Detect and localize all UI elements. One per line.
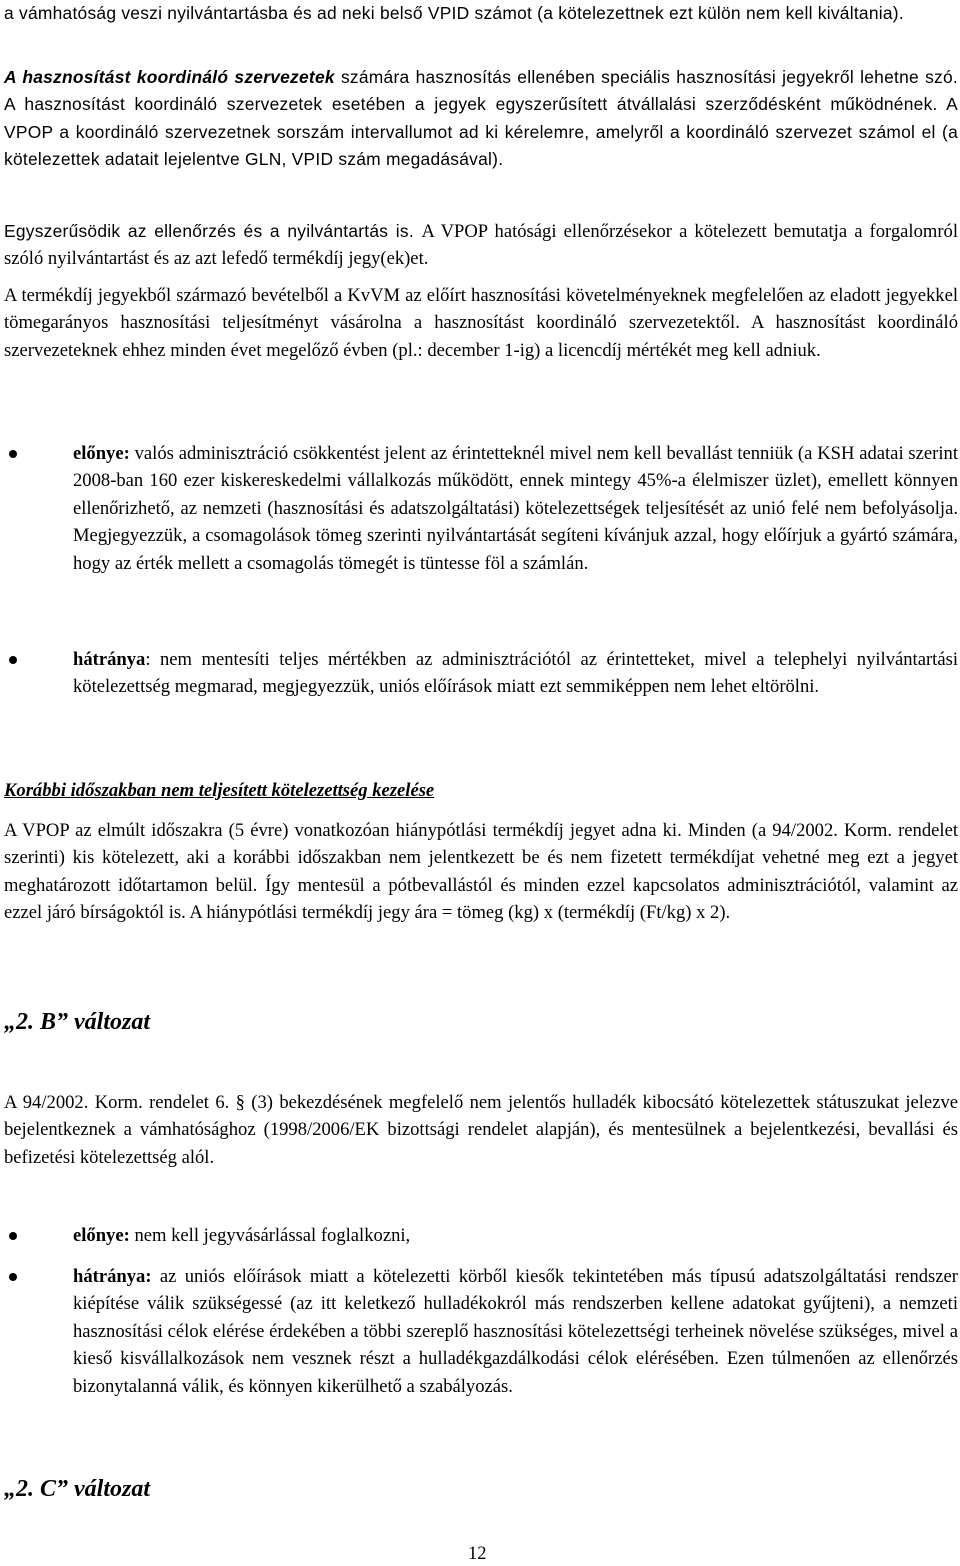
bullet-label: előnye:: [73, 443, 130, 464]
section-heading: Korábbi időszakban nem teljesített kötelezettség kezelése: [4, 780, 435, 801]
paragraph-control: [4, 218, 958, 273]
section-text: A 94/2002. Korm. rendelet 6. § (3) bekezdésének megfelelő nem jelentős hulladék kibocsátó kötelezettek státuszukat jelezve bejelentkeznek a vámhatósághoz (1998/2006/EK bizottsági rendelet alapján), és mentesülnek a bejelentkezési, bevallási és befizetési kötelezettség alól.: [4, 1092, 958, 1168]
bullet-icon: [9, 450, 17, 458]
section-variant-c: [4, 1474, 958, 1504]
bullet-text: valós adminisztráció csökkentést jelent az érintetteknél mivel nem kell bevallást tenniük (a KSH adatai szerint 2008-ban 160 ezer kiskereskedelmi vállalkozás működött, ennek mintegy 45%-a élelmiszer üzlet), emellett könnyen ellenőrizhető, az nemzeti (hasznosítási és adatszolgáltatási) kötelezettségek teljesítését az unió felé nem befolyásolja. Megjegyezzük, a csomagolások tömeg szerinti nyilvántartását segíteni kívánjuk azzal, hogy előírjuk a gyártó számára, hogy az érték mellett a csomagolás tömegét is tüntesse föl a számlán.: [73, 443, 958, 574]
section-heading: „2. C” változat: [4, 1476, 151, 1502]
paragraph-text: A termékdíj jegyekből származó bevételből a KvVM az előírt hasznosítási követelményeknek megfelelően az eladott jegyekkel tömegarányos hasznosítási teljesítményt vásárolna a hasznosítást koordináló szervezetektől. A hasznosítást koordináló szervezeteknek ehhez minden évet megelőző évben (pl.: december 1-ig) a licencdíj mértékét meg kell adniuk.: [4, 285, 958, 361]
paragraph-lead: A hasznosítást koordináló szervezetek: [4, 67, 335, 87]
list-item-advantage: [4, 440, 958, 577]
section-variant-b: [4, 1007, 958, 1037]
bullet-text: nem kell jegyvásárlással foglalkozni,: [129, 1225, 411, 1246]
bullet-label: előnye:: [73, 1225, 130, 1246]
bullet-text: : nem mentesíti teljes mértékben az adminisztrációtól az érintetteket, mivel a telephelyi nyilvántartási kötelezettség megmarad, megjegyezzük, uniós előírások miatt ezt semmiképpen nem lehet eltörölni.: [73, 649, 958, 698]
paragraph-coordinating-orgs: [4, 64, 958, 174]
paragraph-text-a: Egyszerűsödik az ellenőrzés és a nyilvántartás is.: [4, 221, 422, 241]
bullet-icon: [9, 1273, 17, 1281]
section-heading: „2. B” változat: [4, 1009, 151, 1035]
list-item-disadvantage: [4, 646, 958, 701]
bullet-icon: [9, 1232, 17, 1240]
paragraph-intro: [4, 0, 958, 27]
paragraph-text: számára hasznosítás ellenében speciális hasznosítási jegyekről lehetne szó. A hasznosítást koordináló szervezetek esetében a jegyek egyszerűsített átvállalási szerződésként működnének. A VPOP a koordináló szervezetnek sorszám intervallumot ad ki kérelemre, amelyről a koordináló szervezet számol el (a kötelezettek adatait lejelentve GLN, VPID szám megadásával).: [4, 67, 958, 170]
paragraph-text: a vámhatóság veszi nyilvántartásba és ad neki belső VPID számot (a kötelezettnek ezt külön nem kell kiváltania).: [4, 3, 904, 23]
section-text: A VPOP az elmúlt időszakra (5 évre) vonatkozóan hiánypótlási termékdíj jegyet adna ki. Minden (a 94/2002. Korm. rendelet szerinti) kis kötelezett, aki a korábbi időszakban nem jelentkezett be és nem fizetett termékdíjat vehetné meg ezt a jegyet meghatározott időtartamon belül. Így mentesül a pótbevallástól és minden ezzel kapcsolatos adminisztrációtól, valamint az ezzel járó bírságoktól is. A hiánypótlási termékdíj jegy ára = tömeg (kg) x (termékdíj (Ft/kg) x 2).: [4, 820, 958, 924]
section-variant-b-body: [4, 1089, 958, 1171]
list-item-advantage: [4, 1222, 958, 1249]
list-item-disadvantage: [4, 1263, 958, 1400]
paragraph-text-b: A VPOP hatósági ellenőrzésekor a kötelezett bemutatja a forgalomról szóló nyilvántartást és az azt lefedő termékdíj jegy(ek)et.: [4, 221, 959, 270]
bullet-icon: [9, 656, 17, 664]
bullet-label: hátránya:: [73, 1266, 152, 1287]
page-number: 12: [468, 1543, 487, 1564]
bullet-text: az uniós előírások miatt a kötelezetti körből kiesők tekintetében más típusú adatszolgáltatási rendszer kiépítése válik szükségessé (az itt keletkező hulladékokról más rendszerben kellene adatokat gyűjteni), a nemzeti hasznosítási célok elérése érdekében a többi szereplő hasznosítási kötelezettségi terheinek növelése szükséges, mivel a kieső kisvállalkozások nem vesznek részt a hulladékgazdálkodási célok elérésében. Ezen túlmenően az ellenőrzés bizonytalanná válik, és könnyen kikerülhető a szabályozás.: [73, 1266, 958, 1397]
paragraph-revenue: [4, 282, 958, 364]
bullet-label: hátránya: [73, 649, 146, 670]
section-previous-period: [4, 777, 958, 927]
